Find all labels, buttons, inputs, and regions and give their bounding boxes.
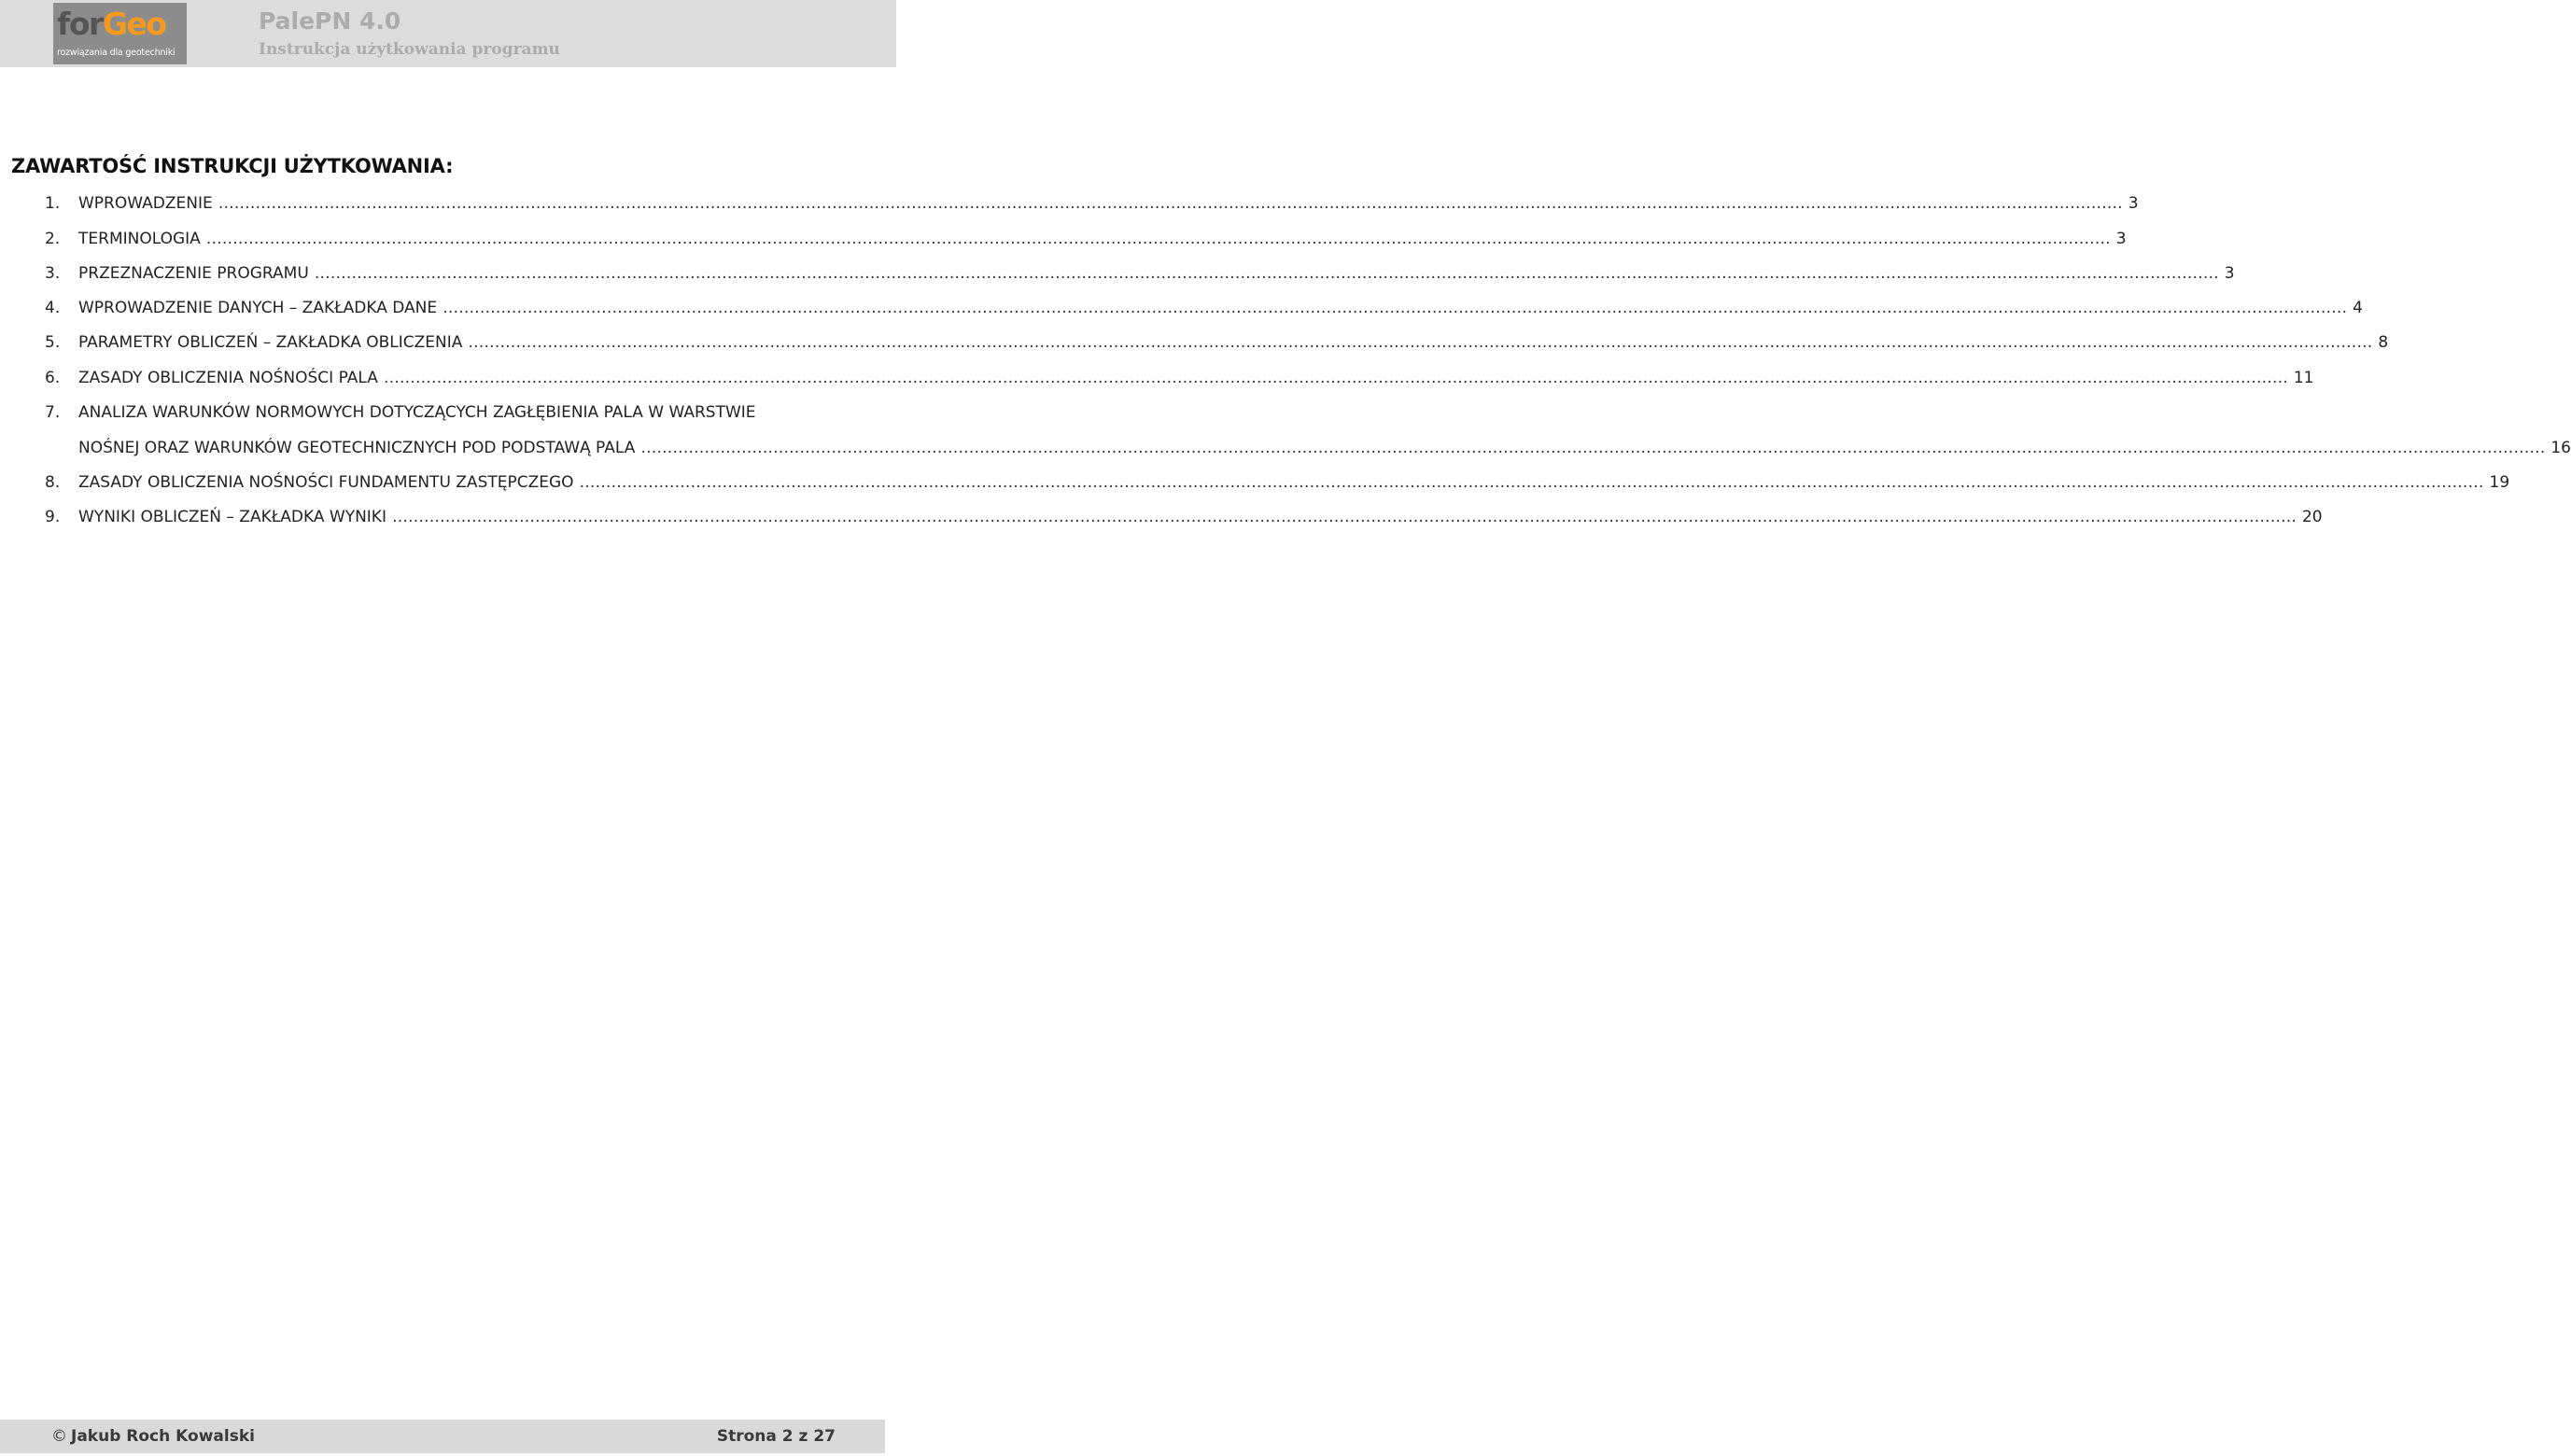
document-subtitle: Instrukcja użytkowania programu: [259, 40, 560, 59]
dot-leader: ………………………………………………………………………………………………………………………………………………………………………………………………………………………………………………………………………………………………………………………………: [579, 473, 2484, 492]
toc-entry-page: 3: [2128, 194, 2139, 213]
forgeo-logo: [53, 3, 187, 64]
toc-entry-page: 19: [2489, 473, 2510, 492]
dot-leader: ………………………………………………………………………………………………………………………………………………………………………………………………………………………………………………………………………………………………………………………………: [218, 194, 2123, 213]
toc-entry-page: 3: [2115, 230, 2127, 248]
author-name: Jakub Roch Kowalski: [71, 1427, 255, 1446]
dot-leader: ………………………………………………………………………………………………………………………………………………………………………………………………………………………………………………………………………………………………………………………………: [391, 508, 2297, 526]
toc-entry-title: NOŚNEJ ORAZ WARUNKÓW GEOTECHNICZNYCH POD PODSTAWĄ PALA: [78, 439, 636, 457]
toc-entry-title: WPROWADZENIE DANYCH – ZAKŁADKA DANE: [78, 299, 438, 317]
toc-entry-row: [78, 299, 2363, 317]
dot-leader: ………………………………………………………………………………………………………………………………………………………………………………………………………………………………………………………………………………………………………………………………: [468, 333, 2373, 352]
toc-entry-number: 7.: [45, 403, 61, 422]
dot-leader: ………………………………………………………………………………………………………………………………………………………………………………………………………………………………………………………………………………………………………………………………: [640, 439, 2546, 457]
toc-entry-number: 6.: [45, 369, 61, 387]
dot-leader: ………………………………………………………………………………………………………………………………………………………………………………………………………………………………………………………………………………………………………………………………: [205, 230, 2111, 248]
toc-entry-page: 11: [2293, 369, 2314, 387]
toc-entry-row: [78, 194, 2139, 213]
toc-entry-title: WPROWADZENIE: [78, 194, 213, 213]
toc-entry-title: ZASADY OBLICZENIA NOŚNOŚCI FUNDAMENTU ZASTĘPCZEGO: [78, 473, 574, 492]
toc-entry-title: TERMINOLOGIA: [78, 230, 201, 248]
toc-entry-title: ZASADY OBLICZENIA NOŚNOŚCI PALA: [78, 369, 378, 387]
footer-author: [51, 1427, 255, 1446]
page-footer: [0, 1420, 885, 1453]
toc-entry-page: 8: [2378, 333, 2389, 352]
page-header: [0, 0, 896, 67]
document-title: PalePN 4.0: [259, 7, 401, 35]
logo-tagline: rozwiązania dla geotechniki: [57, 48, 176, 58]
toc-entry-number: 9.: [45, 508, 61, 526]
toc-entry-number: 8.: [45, 473, 61, 492]
page-number: Strona 2 z 27: [716, 1427, 836, 1446]
dot-leader: ………………………………………………………………………………………………………………………………………………………………………………………………………………………………………………………………………………………………………………………………: [383, 369, 2288, 387]
toc-entry-number: 3.: [45, 264, 61, 283]
toc-entry-number: 1.: [45, 194, 61, 213]
toc-entry-row: [78, 230, 2127, 248]
toc-entry-page: 16: [2550, 439, 2571, 457]
toc-entry-row: [78, 439, 2571, 457]
toc-entry-number: 4.: [45, 299, 61, 317]
toc-entry-page: 3: [2224, 264, 2235, 283]
toc-entry-title-line1: ANALIZA WARUNKÓW NORMOWYCH DOTYCZĄCYCH ZAGŁĘBIENIA PALA W WARSTWIE: [78, 403, 756, 422]
toc-entry-row: [78, 264, 2235, 283]
toc-entry-row: [78, 508, 2323, 526]
toc-entry-number: 2.: [45, 230, 61, 248]
toc-entry-title: WYNIKI OBLICZEŃ – ZAKŁADKA WYNIKI: [78, 508, 386, 526]
copyright-icon: ©: [51, 1427, 67, 1446]
dot-leader: ………………………………………………………………………………………………………………………………………………………………………………………………………………………………………………………………………………………………………………………………: [314, 264, 2219, 283]
dot-leader: ………………………………………………………………………………………………………………………………………………………………………………………………………………………………………………………………………………………………………………………………: [443, 299, 2348, 317]
toc-heading: ZAWARTOŚĆ INSTRUKCJI UŻYTKOWANIA:: [11, 155, 454, 177]
toc-entry-title: PARAMETRY OBLICZEŃ – ZAKŁADKA OBLICZENIA: [78, 333, 463, 352]
toc-entry-row: [78, 369, 2314, 387]
toc-entry-row: [78, 473, 2510, 492]
toc-entry-row: [78, 333, 2389, 352]
toc-entry-number: 5.: [45, 333, 61, 352]
toc-entry-title: PRZEZNACZENIE PROGRAMU: [78, 264, 309, 283]
toc-entry-page: 20: [2301, 508, 2323, 526]
logo-wordmark: forGeo: [57, 6, 166, 42]
toc-entry-page: 4: [2353, 299, 2363, 317]
